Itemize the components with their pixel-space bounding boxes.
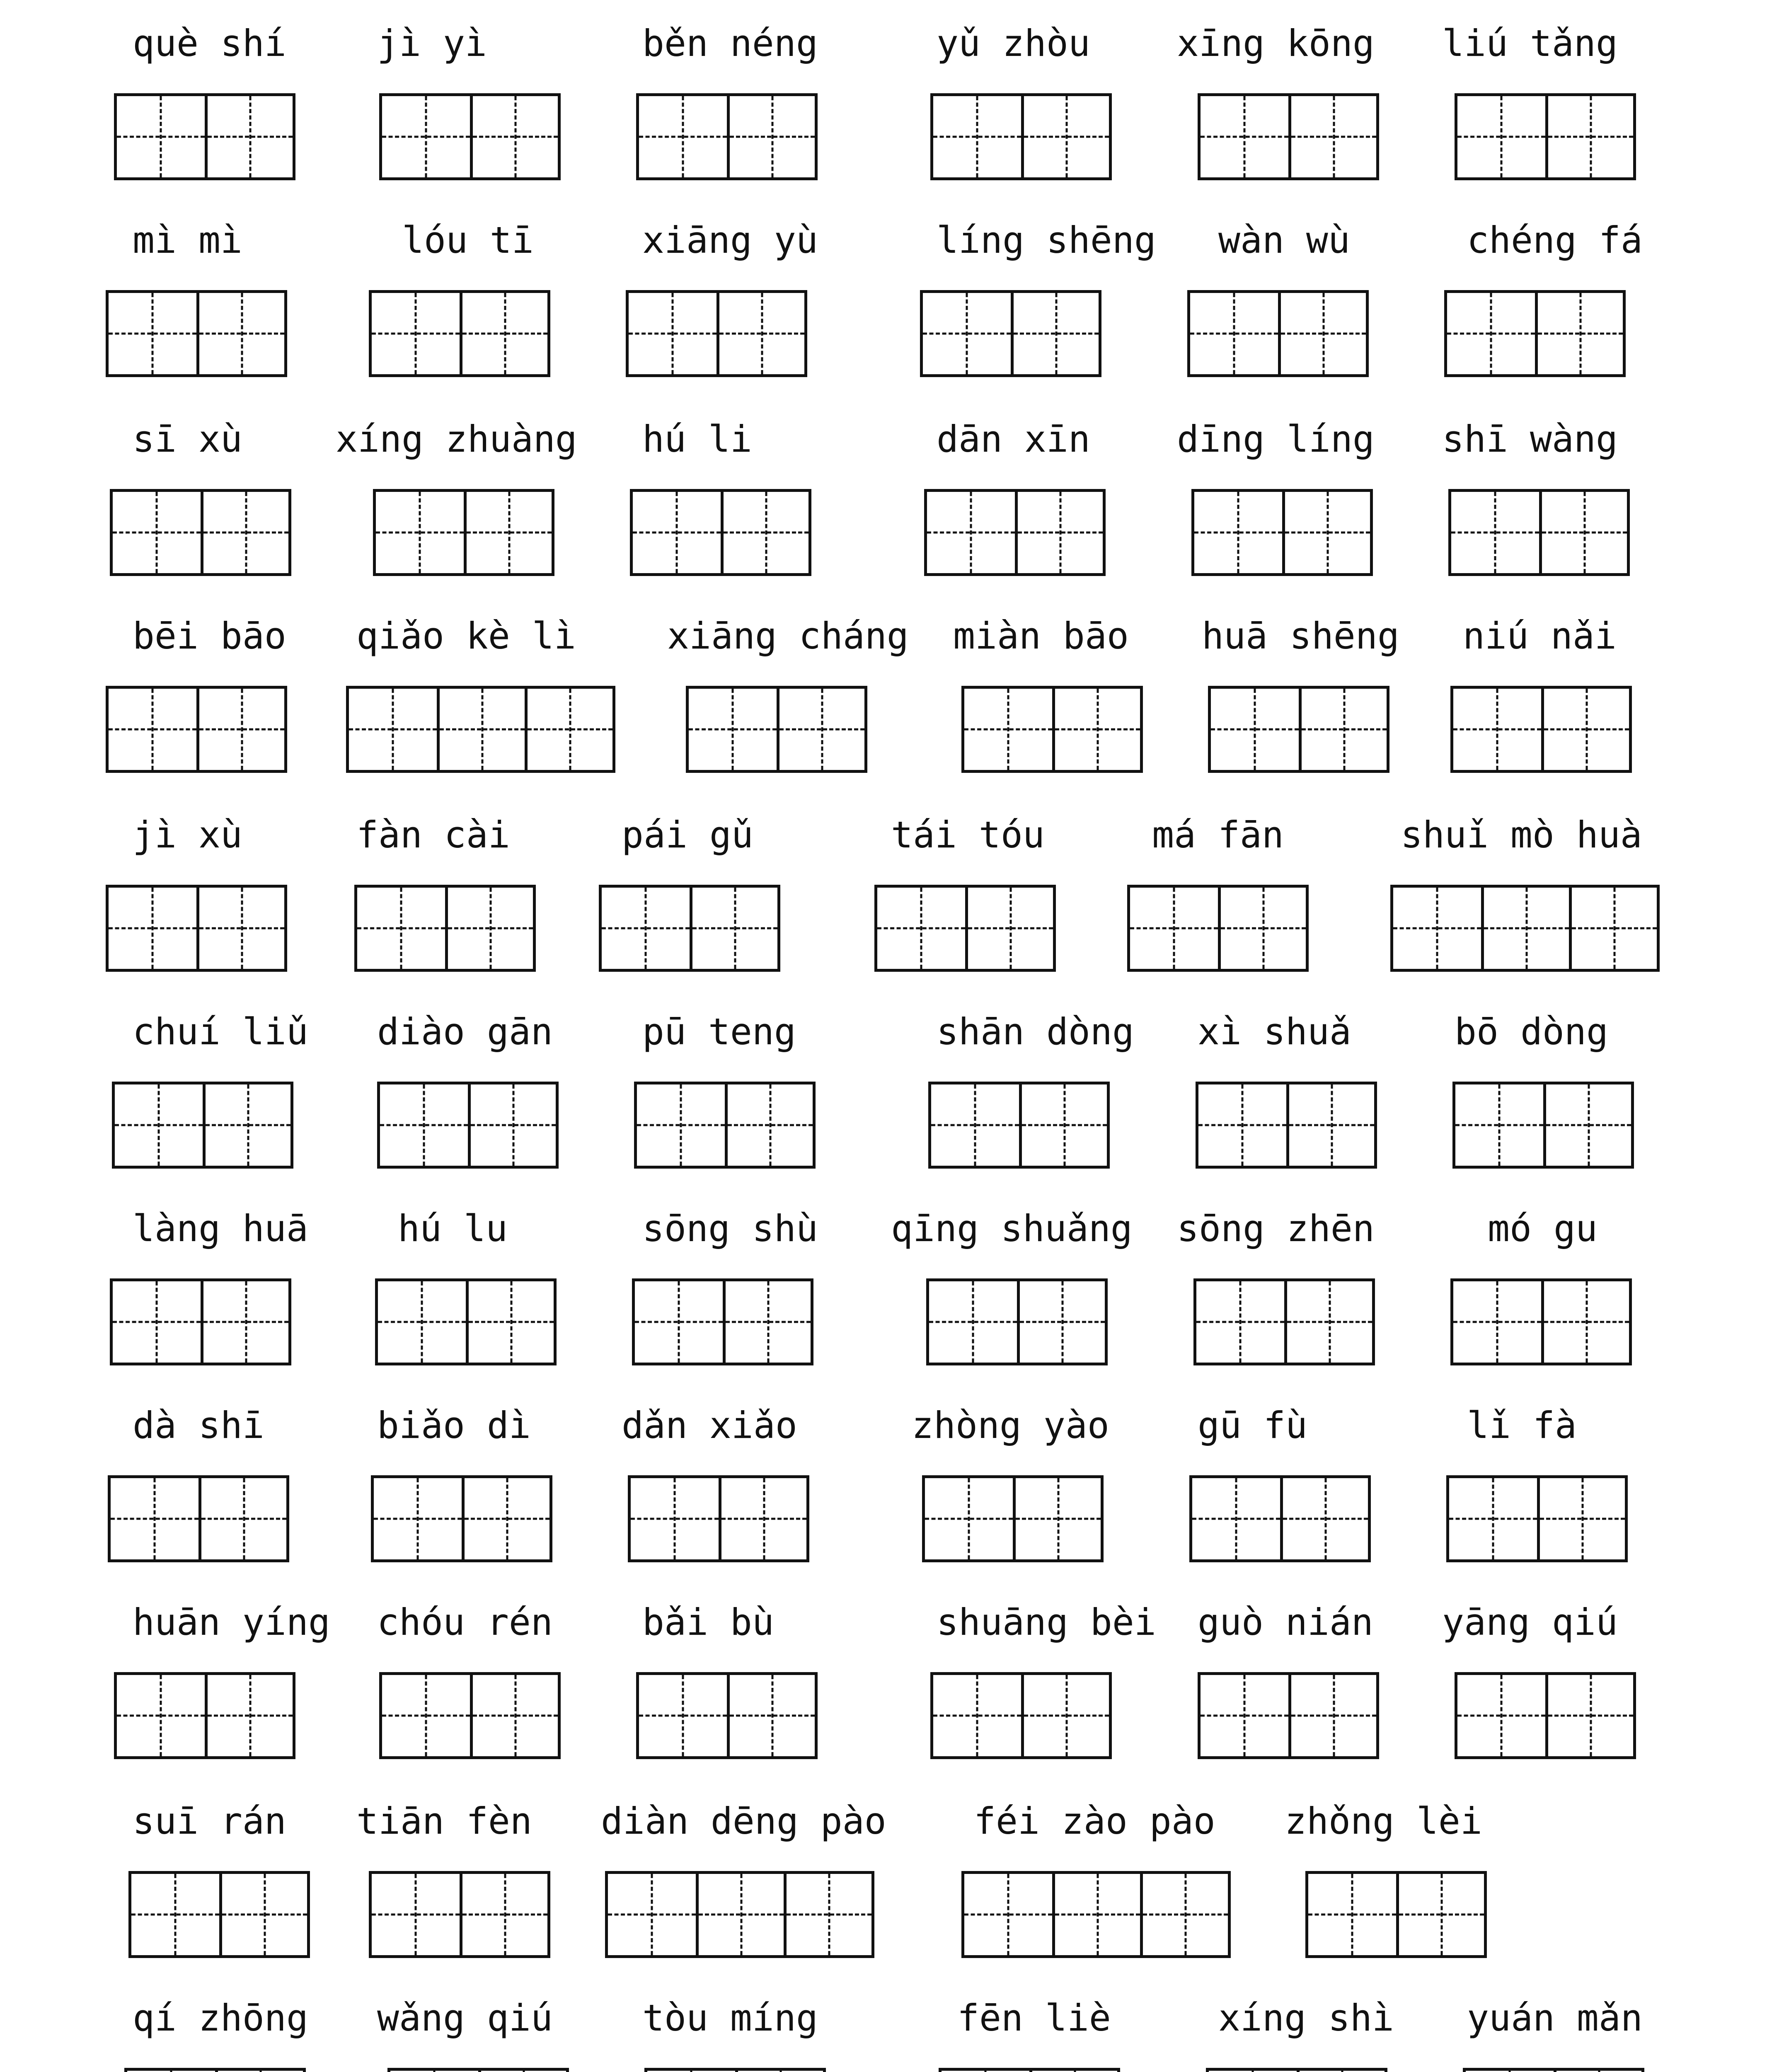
writing-grid[interactable] bbox=[110, 489, 291, 576]
writing-grid[interactable] bbox=[373, 489, 554, 576]
pinyin-label: fēn liè bbox=[957, 1997, 1111, 2039]
writing-cell[interactable] bbox=[719, 1478, 806, 1559]
writing-cell[interactable] bbox=[931, 1084, 1019, 1166]
writing-grid[interactable] bbox=[106, 686, 287, 773]
writing-cell[interactable] bbox=[1284, 1281, 1372, 1363]
pinyin-label: běn néng bbox=[642, 22, 818, 65]
writing-grid[interactable] bbox=[939, 2068, 1120, 2072]
writing-cell[interactable] bbox=[631, 1478, 719, 1559]
writing-cell[interactable] bbox=[380, 1084, 468, 1166]
writing-grid[interactable] bbox=[1450, 686, 1632, 773]
writing-cell[interactable] bbox=[1545, 96, 1633, 177]
writing-grid[interactable] bbox=[1448, 489, 1630, 576]
pinyin-label: dà shī bbox=[133, 1404, 264, 1447]
writing-grid[interactable] bbox=[928, 1082, 1110, 1169]
pinyin-label: xīng kōng bbox=[1177, 22, 1375, 65]
pinyin-label: dān xīn bbox=[937, 418, 1090, 460]
writing-cell[interactable] bbox=[933, 1675, 1021, 1756]
pinyin-label: bǎi bù bbox=[642, 1601, 774, 1644]
writing-cell[interactable] bbox=[1015, 492, 1103, 573]
writing-cell[interactable] bbox=[1052, 689, 1140, 770]
writing-cell[interactable] bbox=[372, 1874, 460, 1955]
writing-cell[interactable] bbox=[1545, 1675, 1633, 1756]
pinyin-label: làng huā bbox=[133, 1207, 308, 1250]
writing-cell[interactable] bbox=[1543, 1084, 1631, 1166]
writing-grid[interactable] bbox=[874, 885, 1056, 972]
writing-cell[interactable] bbox=[382, 96, 470, 177]
pinyin-label: shī wàng bbox=[1442, 418, 1618, 460]
pinyin-label: sōng shù bbox=[642, 1207, 818, 1250]
writing-cell[interactable] bbox=[1021, 96, 1109, 177]
pinyin-label: qí zhōng bbox=[133, 1997, 308, 2039]
writing-cell[interactable] bbox=[725, 1084, 813, 1166]
pinyin-label: lóu tī bbox=[402, 219, 534, 261]
writing-cell[interactable] bbox=[109, 888, 196, 969]
pinyin-label: huān yíng bbox=[133, 1601, 330, 1644]
writing-cell[interactable] bbox=[637, 1084, 725, 1166]
pinyin-label: chóu rén bbox=[377, 1601, 553, 1644]
writing-grid[interactable] bbox=[686, 686, 867, 773]
writing-grid[interactable] bbox=[930, 93, 1112, 180]
writing-cell[interactable] bbox=[349, 689, 437, 770]
pinyin-label: zhǒng lèi bbox=[1285, 1800, 1482, 1842]
pinyin-label: líng shēng bbox=[937, 219, 1156, 261]
writing-grid[interactable] bbox=[387, 2068, 569, 2072]
writing-cell[interactable] bbox=[1019, 1084, 1107, 1166]
pinyin-label: xì shuǎ bbox=[1198, 1010, 1351, 1053]
writing-cell[interactable] bbox=[929, 1281, 1017, 1363]
writing-cell[interactable] bbox=[131, 1874, 219, 1955]
pinyin-label: miàn bāo bbox=[953, 615, 1129, 657]
writing-cell[interactable] bbox=[376, 492, 464, 573]
writing-grid[interactable] bbox=[599, 885, 780, 972]
writing-grid[interactable] bbox=[1446, 1475, 1628, 1562]
writing-cell[interactable] bbox=[933, 96, 1021, 177]
writing-cell[interactable] bbox=[1278, 293, 1366, 374]
pinyin-label: sī xù bbox=[133, 418, 242, 460]
pinyin-label: féi zào pào bbox=[974, 1800, 1215, 1842]
pinyin-label: niú nǎi bbox=[1463, 615, 1617, 657]
writing-cell[interactable] bbox=[633, 492, 721, 573]
pinyin-label: yuán mǎn bbox=[1467, 1997, 1643, 2039]
pinyin-label: hú lu bbox=[398, 1207, 508, 1250]
pinyin-label: xíng zhuàng bbox=[336, 418, 577, 460]
writing-cell[interactable] bbox=[639, 96, 727, 177]
pinyin-label: tái tóu bbox=[891, 813, 1045, 856]
writing-cell[interactable] bbox=[460, 1874, 547, 1955]
writing-cell[interactable] bbox=[696, 1874, 784, 1955]
writing-cell[interactable] bbox=[1393, 888, 1481, 969]
writing-cell[interactable] bbox=[635, 1281, 723, 1363]
writing-cell[interactable] bbox=[1537, 1478, 1625, 1559]
writing-cell[interactable] bbox=[716, 293, 804, 374]
writing-grid[interactable] bbox=[626, 290, 807, 377]
writing-grid[interactable] bbox=[1452, 1082, 1634, 1169]
writing-grid[interactable] bbox=[926, 1278, 1108, 1365]
pinyin-label: guò nián bbox=[1198, 1601, 1373, 1644]
writing-cell[interactable] bbox=[372, 293, 460, 374]
writing-grid[interactable] bbox=[346, 686, 615, 773]
writing-cell[interactable] bbox=[470, 1675, 558, 1756]
pinyin-label: chéng fá bbox=[1467, 219, 1643, 261]
pinyin-label: qiǎo kè lì bbox=[356, 615, 576, 657]
writing-cell[interactable] bbox=[784, 1874, 871, 1955]
writing-cell[interactable] bbox=[1447, 293, 1535, 374]
writing-cell[interactable] bbox=[1011, 293, 1099, 374]
pinyin-label: mó gu bbox=[1488, 1207, 1598, 1250]
writing-cell[interactable] bbox=[374, 1478, 462, 1559]
writing-cell[interactable] bbox=[1280, 1478, 1368, 1559]
writing-grid[interactable] bbox=[930, 1672, 1112, 1759]
pinyin-label: tòu míng bbox=[642, 1997, 818, 2039]
writing-grid[interactable] bbox=[961, 686, 1143, 773]
writing-grid[interactable] bbox=[920, 290, 1101, 377]
writing-cell[interactable] bbox=[113, 1281, 201, 1363]
writing-cell[interactable] bbox=[201, 492, 288, 573]
writing-cell[interactable] bbox=[201, 1281, 288, 1363]
writing-cell[interactable] bbox=[1017, 1281, 1105, 1363]
writing-cell[interactable] bbox=[437, 689, 525, 770]
writing-grid[interactable] bbox=[106, 290, 287, 377]
pinyin-label: dīng líng bbox=[1177, 418, 1375, 460]
writing-grid[interactable] bbox=[379, 93, 561, 180]
writing-grid[interactable] bbox=[634, 1082, 816, 1169]
writing-cell[interactable] bbox=[1192, 1478, 1280, 1559]
writing-cell[interactable] bbox=[965, 888, 1053, 969]
writing-grid[interactable] bbox=[1198, 1672, 1379, 1759]
writing-cell[interactable] bbox=[1451, 492, 1539, 573]
writing-cell[interactable] bbox=[113, 492, 201, 573]
writing-cell[interactable] bbox=[1299, 689, 1387, 770]
writing-grid[interactable] bbox=[1198, 93, 1379, 180]
writing-grid[interactable] bbox=[1127, 885, 1309, 972]
pinyin-label: chuí liǔ bbox=[133, 1010, 308, 1053]
writing-cell[interactable] bbox=[1453, 689, 1541, 770]
pinyin-label: bō dòng bbox=[1455, 1010, 1608, 1053]
writing-cell[interactable] bbox=[1288, 96, 1376, 177]
pinyin-label: què shí bbox=[133, 22, 286, 65]
pinyin-label: bēi bāo bbox=[133, 615, 286, 657]
pinyin-label: tiān fèn bbox=[356, 1800, 532, 1842]
writing-cell[interactable] bbox=[196, 689, 284, 770]
writing-cell[interactable] bbox=[925, 1478, 1013, 1559]
writing-cell[interactable] bbox=[1282, 492, 1370, 573]
writing-cell[interactable] bbox=[464, 492, 552, 573]
writing-grid[interactable] bbox=[1191, 489, 1373, 576]
writing-cell[interactable] bbox=[1453, 1281, 1541, 1363]
writing-cell[interactable] bbox=[1140, 1874, 1228, 1955]
writing-grid[interactable] bbox=[628, 1475, 809, 1562]
writing-grid[interactable] bbox=[632, 1278, 813, 1365]
pinyin-label: yāng qiú bbox=[1442, 1601, 1618, 1644]
pinyin-label: wàn wù bbox=[1218, 219, 1350, 261]
writing-cell[interactable] bbox=[1457, 96, 1545, 177]
writing-cell[interactable] bbox=[1218, 888, 1306, 969]
writing-cell[interactable] bbox=[1201, 96, 1288, 177]
writing-cell[interactable] bbox=[205, 1675, 293, 1756]
writing-cell[interactable] bbox=[1396, 1874, 1484, 1955]
writing-cell[interactable] bbox=[1190, 293, 1278, 374]
writing-cell[interactable] bbox=[1021, 1675, 1109, 1756]
pinyin-label: huā shēng bbox=[1202, 615, 1399, 657]
writing-grid[interactable] bbox=[924, 489, 1106, 576]
writing-cell[interactable] bbox=[1449, 1478, 1537, 1559]
writing-cell[interactable] bbox=[203, 1084, 290, 1166]
writing-cell[interactable] bbox=[777, 689, 864, 770]
pinyin-label: má fān bbox=[1152, 813, 1284, 856]
writing-cell[interactable] bbox=[923, 293, 1011, 374]
writing-cell[interactable] bbox=[964, 1874, 1052, 1955]
writing-grid[interactable] bbox=[1305, 1871, 1487, 1958]
writing-grid[interactable] bbox=[636, 1672, 818, 1759]
pinyin-label: jì yì bbox=[377, 22, 487, 65]
writing-grid[interactable] bbox=[379, 1672, 561, 1759]
writing-cell[interactable] bbox=[462, 1478, 549, 1559]
pinyin-label: yǔ zhòu bbox=[937, 22, 1090, 65]
writing-cell[interactable] bbox=[602, 888, 690, 969]
writing-grid[interactable] bbox=[644, 2068, 826, 2072]
writing-cell[interactable] bbox=[109, 293, 196, 374]
writing-grid[interactable] bbox=[1189, 1475, 1371, 1562]
writing-grid[interactable] bbox=[1455, 93, 1636, 180]
writing-grid[interactable] bbox=[630, 489, 811, 576]
writing-cell[interactable] bbox=[382, 1675, 470, 1756]
writing-cell[interactable] bbox=[470, 96, 558, 177]
writing-cell[interactable] bbox=[445, 888, 533, 969]
pinyin-label: diàn dēng pào bbox=[601, 1800, 886, 1842]
pinyin-label: mì mì bbox=[133, 219, 242, 261]
writing-cell[interactable] bbox=[727, 96, 815, 177]
writing-cell[interactable] bbox=[1288, 1675, 1376, 1756]
writing-grid[interactable] bbox=[605, 1871, 874, 1958]
writing-cell[interactable] bbox=[1308, 1874, 1396, 1955]
pinyin-label: wǎng qiú bbox=[377, 1997, 553, 2039]
writing-cell[interactable] bbox=[1052, 1874, 1140, 1955]
writing-cell[interactable] bbox=[964, 689, 1052, 770]
writing-cell[interactable] bbox=[196, 888, 284, 969]
writing-cell[interactable] bbox=[460, 293, 547, 374]
writing-cell[interactable] bbox=[378, 1281, 466, 1363]
writing-cell[interactable] bbox=[196, 293, 284, 374]
writing-cell[interactable] bbox=[205, 96, 293, 177]
writing-cell[interactable] bbox=[689, 689, 777, 770]
writing-grid[interactable] bbox=[1444, 290, 1626, 377]
writing-grid[interactable] bbox=[371, 1475, 552, 1562]
writing-cell[interactable] bbox=[1194, 492, 1282, 573]
writing-cell[interactable] bbox=[1196, 1281, 1284, 1363]
pinyin-label: lǐ fà bbox=[1467, 1404, 1577, 1447]
pinyin-label: shuǐ mò huà bbox=[1401, 813, 1642, 856]
writing-cell[interactable] bbox=[466, 1281, 554, 1363]
writing-cell[interactable] bbox=[690, 888, 777, 969]
writing-cell[interactable] bbox=[1535, 293, 1623, 374]
writing-grid[interactable] bbox=[1450, 1278, 1632, 1365]
writing-cell[interactable] bbox=[927, 492, 1015, 573]
writing-grid[interactable] bbox=[1463, 2068, 1644, 2072]
pinyin-label: jì xù bbox=[133, 813, 242, 856]
writing-cell[interactable] bbox=[877, 888, 965, 969]
writing-cell[interactable] bbox=[727, 1675, 815, 1756]
writing-grid[interactable] bbox=[1208, 686, 1389, 773]
pinyin-label: pū teng bbox=[642, 1010, 796, 1053]
pinyin-label: zhòng yào bbox=[912, 1404, 1109, 1447]
writing-cell[interactable] bbox=[1013, 1478, 1101, 1559]
writing-grid[interactable] bbox=[377, 1082, 559, 1169]
pinyin-label: fàn cài bbox=[356, 813, 510, 856]
writing-cell[interactable] bbox=[1198, 1084, 1286, 1166]
writing-grid[interactable] bbox=[124, 2068, 306, 2072]
writing-cell[interactable] bbox=[1286, 1084, 1374, 1166]
writing-cell[interactable] bbox=[1541, 1281, 1629, 1363]
writing-grid[interactable] bbox=[1206, 2068, 1387, 2072]
writing-cell[interactable] bbox=[468, 1084, 556, 1166]
writing-grid[interactable] bbox=[961, 1871, 1231, 1958]
pinyin-label: xiāng yù bbox=[642, 219, 818, 261]
pinyin-label: shān dòng bbox=[937, 1010, 1134, 1053]
pinyin-label: dǎn xiǎo bbox=[622, 1404, 797, 1447]
writing-cell[interactable] bbox=[525, 689, 612, 770]
writing-cell[interactable] bbox=[1457, 1675, 1545, 1756]
writing-grid[interactable] bbox=[114, 1672, 295, 1759]
pinyin-label: xiāng cháng bbox=[667, 615, 909, 657]
pinyin-label: qīng shuǎng bbox=[891, 1207, 1133, 1250]
writing-grid[interactable] bbox=[1390, 885, 1660, 972]
writing-cell[interactable] bbox=[109, 689, 196, 770]
writing-grid[interactable] bbox=[110, 1278, 291, 1365]
writing-grid[interactable] bbox=[1193, 1278, 1375, 1365]
pinyin-label: diào gān bbox=[377, 1010, 553, 1053]
writing-cell[interactable] bbox=[219, 1874, 307, 1955]
writing-grid[interactable] bbox=[128, 1871, 310, 1958]
writing-grid[interactable] bbox=[1196, 1082, 1377, 1169]
writing-cell[interactable] bbox=[1541, 689, 1629, 770]
writing-cell[interactable] bbox=[111, 1478, 198, 1559]
writing-grid[interactable] bbox=[106, 885, 287, 972]
writing-cell[interactable] bbox=[117, 96, 205, 177]
writing-cell[interactable] bbox=[1539, 492, 1627, 573]
pinyin-label: xíng shì bbox=[1218, 1997, 1394, 2039]
writing-cell[interactable] bbox=[198, 1478, 286, 1559]
writing-grid[interactable] bbox=[354, 885, 536, 972]
writing-grid[interactable] bbox=[375, 1278, 557, 1365]
pinyin-label: hú li bbox=[642, 418, 752, 460]
writing-grid[interactable] bbox=[1187, 290, 1369, 377]
pinyin-label: liú tǎng bbox=[1442, 22, 1618, 65]
writing-cell[interactable] bbox=[721, 492, 808, 573]
writing-cell[interactable] bbox=[639, 1675, 727, 1756]
writing-cell[interactable] bbox=[1130, 888, 1218, 969]
writing-cell[interactable] bbox=[629, 293, 716, 374]
writing-cell[interactable] bbox=[1211, 689, 1299, 770]
writing-grid[interactable] bbox=[108, 1475, 289, 1562]
pinyin-label: shuāng bèi bbox=[937, 1601, 1156, 1644]
writing-cell[interactable] bbox=[1569, 888, 1657, 969]
writing-grid[interactable] bbox=[922, 1475, 1104, 1562]
writing-grid[interactable] bbox=[369, 1871, 550, 1958]
writing-grid[interactable] bbox=[369, 290, 550, 377]
pinyin-label: suī rán bbox=[133, 1800, 286, 1842]
writing-cell[interactable] bbox=[115, 1084, 203, 1166]
writing-grid[interactable] bbox=[636, 93, 818, 180]
writing-cell[interactable] bbox=[723, 1281, 811, 1363]
writing-grid[interactable] bbox=[1455, 1672, 1636, 1759]
pinyin-label: biǎo dì bbox=[377, 1404, 531, 1447]
pinyin-label: sōng zhēn bbox=[1177, 1207, 1375, 1250]
writing-cell[interactable] bbox=[1455, 1084, 1543, 1166]
writing-cell[interactable] bbox=[1201, 1675, 1288, 1756]
writing-grid[interactable] bbox=[112, 1082, 293, 1169]
writing-cell[interactable] bbox=[1481, 888, 1569, 969]
writing-grid[interactable] bbox=[114, 93, 295, 180]
writing-cell[interactable] bbox=[117, 1675, 205, 1756]
pinyin-label: gū fù bbox=[1198, 1404, 1307, 1447]
pinyin-label: pái gǔ bbox=[622, 813, 753, 856]
writing-cell[interactable] bbox=[357, 888, 445, 969]
writing-cell[interactable] bbox=[608, 1874, 696, 1955]
